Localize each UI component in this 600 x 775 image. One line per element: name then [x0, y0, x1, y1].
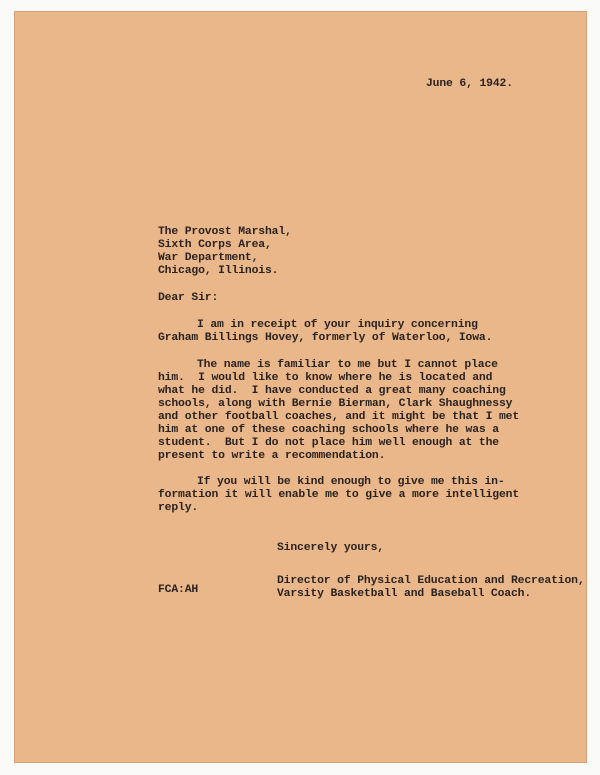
body-line: If you will be kind enough to give me this in-	[197, 476, 505, 488]
closing: Sincerely yours,	[277, 542, 384, 554]
addressee-line: War Department,	[158, 252, 259, 264]
body-line: him at one of these coaching schools where he was a	[158, 424, 499, 436]
signature-title-line: Director of Physical Education and Recreation,	[277, 575, 585, 587]
letter-date: June 6, 1942.	[426, 78, 513, 90]
body-line: student. But I do not place him well enough at the	[158, 437, 499, 449]
addressee-line: Chicago, Illinois.	[158, 265, 279, 277]
body-line: The name is familiar to me but I cannot place	[197, 359, 498, 371]
salutation: Dear Sir:	[158, 292, 219, 304]
body-line: Graham Billings Hovey, formerly of Waterloo, Iowa.	[158, 332, 493, 344]
body-line: formation it will enable me to give a more intelligent	[158, 489, 520, 501]
addressee-line: Sixth Corps Area,	[158, 239, 272, 251]
addressee-line: The Provost Marshal,	[158, 226, 292, 238]
body-line: present to write a recommendation.	[158, 450, 386, 462]
signature-title-line: Varsity Basketball and Baseball Coach.	[277, 588, 532, 600]
body-line: schools, along with Bernie Bierman, Clark Shaughnessy	[158, 398, 513, 410]
body-line: him. I would like to know where he is located and	[158, 372, 493, 384]
body-line: I am in receipt of your inquiry concerning	[197, 319, 478, 331]
body-line: and other football coaches, and it might be that I met	[158, 411, 520, 423]
typist-initials: FCA:AH	[158, 584, 199, 596]
body-line: what he did. I have conducted a great many coaching	[158, 385, 506, 397]
body-line: reply.	[158, 502, 199, 514]
